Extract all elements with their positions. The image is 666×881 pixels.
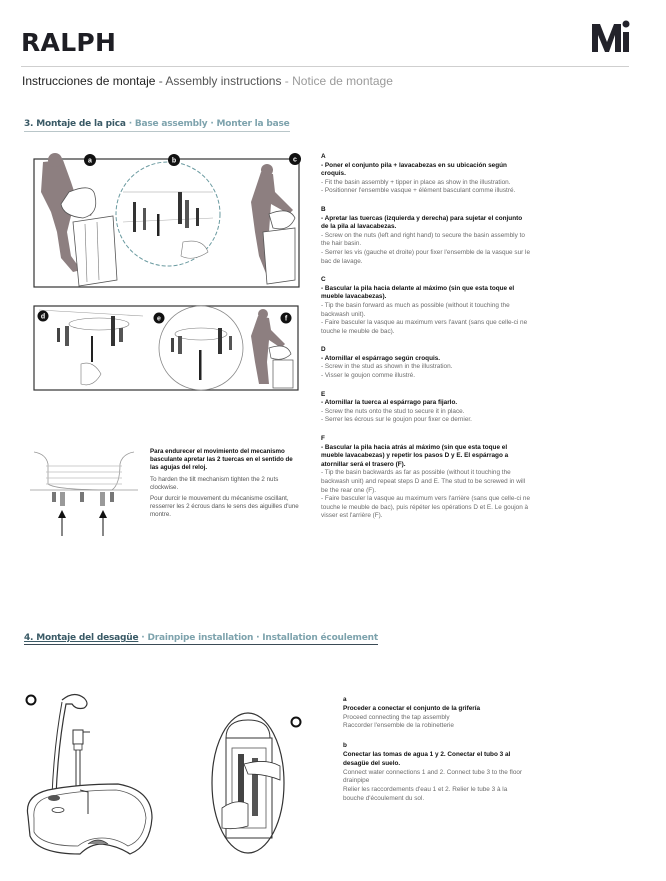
section-title-separator: · bbox=[253, 633, 263, 643]
step-text-es: - Apretar las tuercas (izquierda y derecha) para sujetar el conjunto de la pila al lavacabezas. bbox=[321, 214, 523, 231]
product-title: RALPH bbox=[21, 28, 117, 57]
step-text-en: - Screw the nuts onto the stud to secure it in place. bbox=[321, 407, 465, 415]
step-text-en: - Tip the basin forward as much as possible (without it touching the backwash unit). bbox=[321, 301, 510, 318]
step-letter: a bbox=[343, 696, 347, 703]
step-text-es: - Poner el conjunto pila + lavacabezas en su ubicación según croquis. bbox=[321, 161, 507, 178]
step-e bbox=[321, 391, 531, 425]
step-letter: A bbox=[321, 153, 326, 160]
step-b bbox=[343, 742, 528, 804]
step-text-fr: - Serrer les écrous sur le goujon pour fixer ce dernier. bbox=[321, 416, 472, 424]
step-marker-a bbox=[27, 696, 36, 705]
step-text-fr: - Faire basculer la vasque au maximum vers l'avant (sans que celle-ci ne touche le meuble de bac). bbox=[321, 319, 528, 335]
arrow-up-icon bbox=[99, 510, 107, 536]
section-title-es: 4. Montaje del desagüe bbox=[24, 633, 139, 643]
step-text-es: - Atornillar la tuerca al espárrago para fijarlo. bbox=[321, 399, 458, 407]
section-title-en: Base assembly bbox=[134, 119, 208, 129]
step-d bbox=[321, 346, 531, 380]
section-title-en: Drainpipe installation bbox=[147, 633, 254, 643]
step-text-fr: - Visser le goujon comme illustré. bbox=[321, 372, 416, 380]
step-text-fr: Raccorder l'ensemble de la robinetterie bbox=[343, 722, 454, 730]
subtitle-es: Instrucciones de montaje bbox=[22, 74, 156, 88]
section-4-title bbox=[24, 633, 378, 645]
step-marker-d bbox=[38, 311, 49, 322]
arrow-up-icon bbox=[58, 510, 66, 536]
step-letter: b bbox=[343, 742, 347, 750]
step-text-fr: - Faire basculer la vasque au maximum vers l'arrière (sans que celle-ci ne touche le meuble de bac), puis répéter les opérations D et E. Le goujon à visser est l'arrière (F). bbox=[321, 495, 530, 520]
section-title-fr: Monter la base bbox=[216, 119, 290, 129]
svg-text:f: f bbox=[284, 315, 288, 323]
section-title-es: 3. Montaje de la pica bbox=[24, 119, 126, 129]
svg-text:b: b bbox=[171, 157, 177, 165]
step-text-en: - Screw in the stud as shown in the illustration. bbox=[321, 363, 453, 371]
step-a bbox=[321, 153, 531, 196]
subtitle-fr: Notice de montage bbox=[292, 74, 393, 88]
step-marker-e bbox=[154, 313, 165, 324]
step-text-es: - Atornillar el espárrago según croquis. bbox=[321, 354, 441, 362]
note-fr: Pour durcir le mouvement du mécanisme oscillant, resserrer les 2 écrous dans le sens des aiguilles d'une montre. bbox=[150, 495, 299, 519]
svg-text:a: a bbox=[88, 157, 92, 165]
tilt-tension-note bbox=[150, 448, 300, 520]
section-4-steps bbox=[343, 696, 528, 815]
step-text-es: - Bascular la pila hacia atrás al máximo (sin que esta toque el mueble lavacabezas) y repetir los pasos D y E. El espárrago a atornillar será el trasero (F). bbox=[321, 443, 509, 468]
subtitle-separator: - bbox=[155, 74, 166, 88]
step-letter: E bbox=[321, 390, 326, 398]
step-letter: B bbox=[321, 205, 326, 213]
note-es: Para endurecer el movimiento del mecanismo basculante apretar las 2 tuercas en el sentido de las agujas del reloj. bbox=[150, 448, 293, 472]
step-text-en: - Tip the basin backwards as far as possible (without it touching the backwash unit) and repeat steps D and E. The stud to be screwed in will be the rear one (F). bbox=[321, 469, 526, 494]
step-f bbox=[321, 435, 531, 521]
section-title-fr: Installation écoulement bbox=[262, 633, 378, 643]
section-3-steps bbox=[321, 153, 531, 531]
svg-text:e: e bbox=[157, 315, 161, 323]
step-marker-f bbox=[281, 313, 292, 324]
step-text-fr: - Positionner l'ensemble vasque + élément basculant comme illustré. bbox=[321, 187, 516, 195]
step-letter: C bbox=[321, 276, 326, 284]
section-title-separator: · bbox=[207, 119, 217, 129]
step-text-fr: Relier les raccordements d'eau 1 et 2. Relier le tube 3 à la bouche d'écoulement du sol. bbox=[343, 786, 508, 802]
step-marker-b bbox=[292, 718, 301, 727]
illustration-water-connections bbox=[208, 708, 308, 858]
header-divider bbox=[21, 66, 629, 67]
svg-text:d: d bbox=[40, 313, 46, 321]
step-marker-c bbox=[289, 153, 301, 165]
section-title-separator: · bbox=[138, 633, 148, 643]
step-letter: D bbox=[321, 346, 326, 354]
illustration-tilt-mechanism bbox=[26, 448, 142, 540]
step-c bbox=[321, 276, 531, 336]
note-en: To harden the tilt mechanism tighten the 2 nuts clockwise. bbox=[150, 475, 279, 491]
step-marker-a bbox=[84, 154, 96, 166]
svg-text:c: c bbox=[293, 156, 297, 164]
step-b bbox=[321, 206, 531, 266]
subtitle-separator: - bbox=[281, 74, 293, 88]
brand-logo bbox=[590, 18, 632, 54]
illustration-tap-connection bbox=[18, 686, 158, 866]
step-a bbox=[343, 696, 528, 731]
step-text-en: - Fit the basin assembly + tipper in place as show in the illustration. bbox=[321, 178, 511, 186]
document-subtitle bbox=[22, 74, 393, 88]
step-text-es: Proceder a conectar el conjunto de la grifería bbox=[343, 704, 481, 712]
step-marker-b bbox=[168, 154, 180, 166]
section-3-title bbox=[24, 119, 290, 132]
illustration-steps-a-b-c bbox=[33, 152, 303, 290]
step-text-fr: - Serrer les vis (gauche et droite) pour fixer l'ensemble de la vasque sur le bac de lavage. bbox=[321, 248, 531, 265]
step-text-en: Connect water connections 1 and 2. Connect tube 3 to the floor drainpipe bbox=[343, 768, 523, 785]
step-text-en: Proceed connecting the tap assembly bbox=[343, 713, 450, 721]
step-text-es: - Bascular la pila hacia delante al máximo (sin que esta toque el mueble lavacabezas). bbox=[321, 284, 515, 301]
step-text-es: Conectar las tomas de agua 1 y 2. Conectar el tubo 3 al desagüe del suelo. bbox=[343, 750, 511, 767]
illustration-steps-d-e-f bbox=[33, 300, 303, 392]
step-text-en: - Screw on the nuts (left and right hand) to secure the basin assembly to the hair basin. bbox=[321, 231, 525, 248]
section-title-separator: · bbox=[125, 119, 135, 129]
subtitle-en: Assembly instructions bbox=[165, 74, 282, 88]
step-letter: F bbox=[321, 435, 325, 443]
